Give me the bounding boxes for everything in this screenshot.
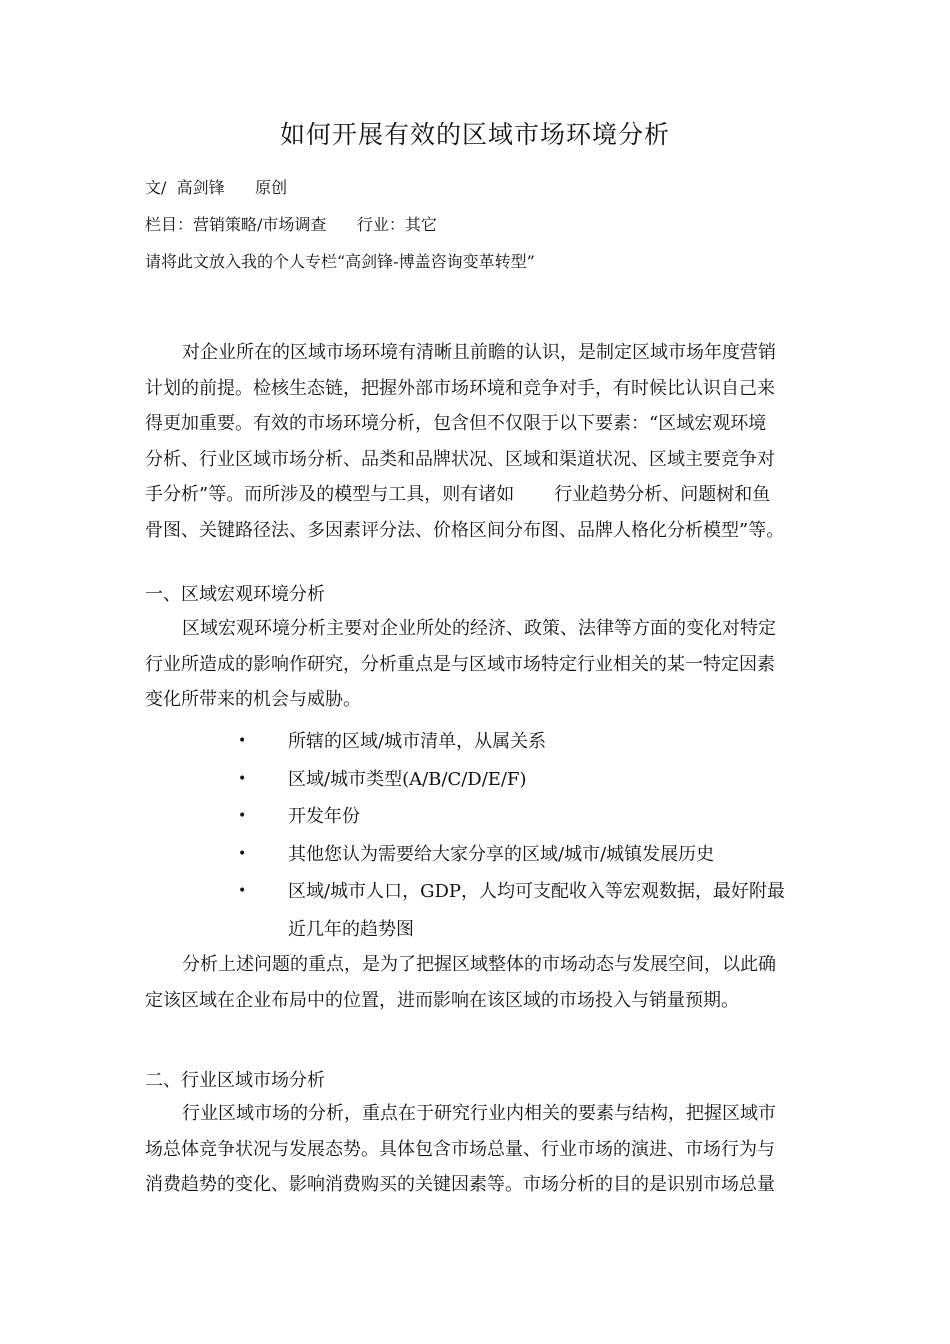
request-line: 请将此文放入我的个人专栏“高剑锋-博盖咨询变革转型” (145, 252, 535, 271)
list-item (230, 799, 830, 835)
bullet-dot: • (238, 733, 247, 749)
list-item (230, 874, 830, 910)
bullet-list (230, 724, 830, 949)
bullet-text: 区域/城市类型(A/B/C/D/E/F) (288, 768, 527, 790)
intro-line: 手分析”等。而所涉及的模型与工具，则有诸如 行业趋势分析、问题树和鱼 (145, 484, 771, 505)
author-line: 文/ 高剑锋 原创 (145, 178, 288, 197)
list-item-continuation (230, 912, 830, 948)
bullet-dot: • (238, 883, 247, 899)
intro-line: 计划的前提。检核生态链，把握外部市场环境和竞争对手，有时候比认识自己来 (145, 377, 775, 399)
section1-conclusion (145, 947, 810, 1018)
section1-line: 变化所带来的机会与威胁。 (145, 689, 361, 710)
bullet-text: 区域/城市人口，GDP，人均可支配收入等宏观数据，最好附最 (288, 881, 785, 902)
bullet-dot: • (238, 770, 247, 787)
bullet-text: 所辖的区域/城市清单，从属关系 (288, 731, 547, 752)
list-item (230, 724, 830, 760)
column-line: 栏目：营销策略/市场调查 行业：其它 (145, 215, 437, 234)
list-item (230, 762, 830, 798)
intro-paragraph (145, 335, 810, 548)
section-heading: 一、区域宏观环境分析 (145, 584, 325, 605)
conclusion-line: 分析上述问题的重点，是为了把握区域整体的市场动态与发展空间，以此确 (182, 954, 776, 975)
section2-line: 消费趋势的变化、影响消费购买的关键因素等。市场分析的目的是识别市场总量 (145, 1174, 775, 1195)
section1-line: 区域宏观环境分析主要对企业所处的经济、政策、法律等方面的变化对特定 (182, 618, 776, 639)
bullet-text: 开发年份 (288, 806, 360, 827)
section-heading: 二、行业区域市场分析 (145, 1070, 325, 1091)
section1-paragraph (145, 611, 810, 718)
section2-paragraph (145, 1096, 810, 1203)
intro-line: 对企业所在的区域市场环境有清晰且前瞻的认识，是制定区域市场年度营销 (182, 342, 776, 363)
section2-line: 行业区域市场的分析，重点在于研究行业内相关的要素与结构，把握区域市 (182, 1103, 776, 1124)
bullet-text: 近几年的趋势图 (288, 918, 414, 940)
bullet-dot: • (238, 845, 247, 862)
bullet-text: 其他您认为需要给大家分享的区域/城市/城镇发展历史 (288, 843, 715, 865)
list-item (230, 837, 830, 873)
section1-line: 行业所造成的影响作研究，分析重点是与区域市场特定行业相关的某一特定因素 (145, 653, 775, 675)
intro-line: 得更加重要。有效的市场环境分析，包含但不仅限于以下要素：“区域宏观环境 (145, 413, 767, 434)
bullet-dot: • (238, 808, 247, 824)
conclusion-line: 定该区域在企业布局中的位置，进而影响在该区域的市场投入与销量预期。 (145, 989, 739, 1011)
section2-line: 场总体竞争状况与发展态势。具体包含市场总量、行业市场的演进、市场行为与 (145, 1138, 775, 1160)
intro-line: 分析、行业区域市场分析、品类和品牌状况、区域和渠道状况、区域主要竞争对 (145, 448, 775, 470)
intro-line: 骨图、关键路径法、多因素评分法、价格区间分布图、品牌人格化分析模型”等。 (145, 519, 785, 541)
document-title: 如何开展有效的区域市场环境分析 (279, 120, 670, 149)
